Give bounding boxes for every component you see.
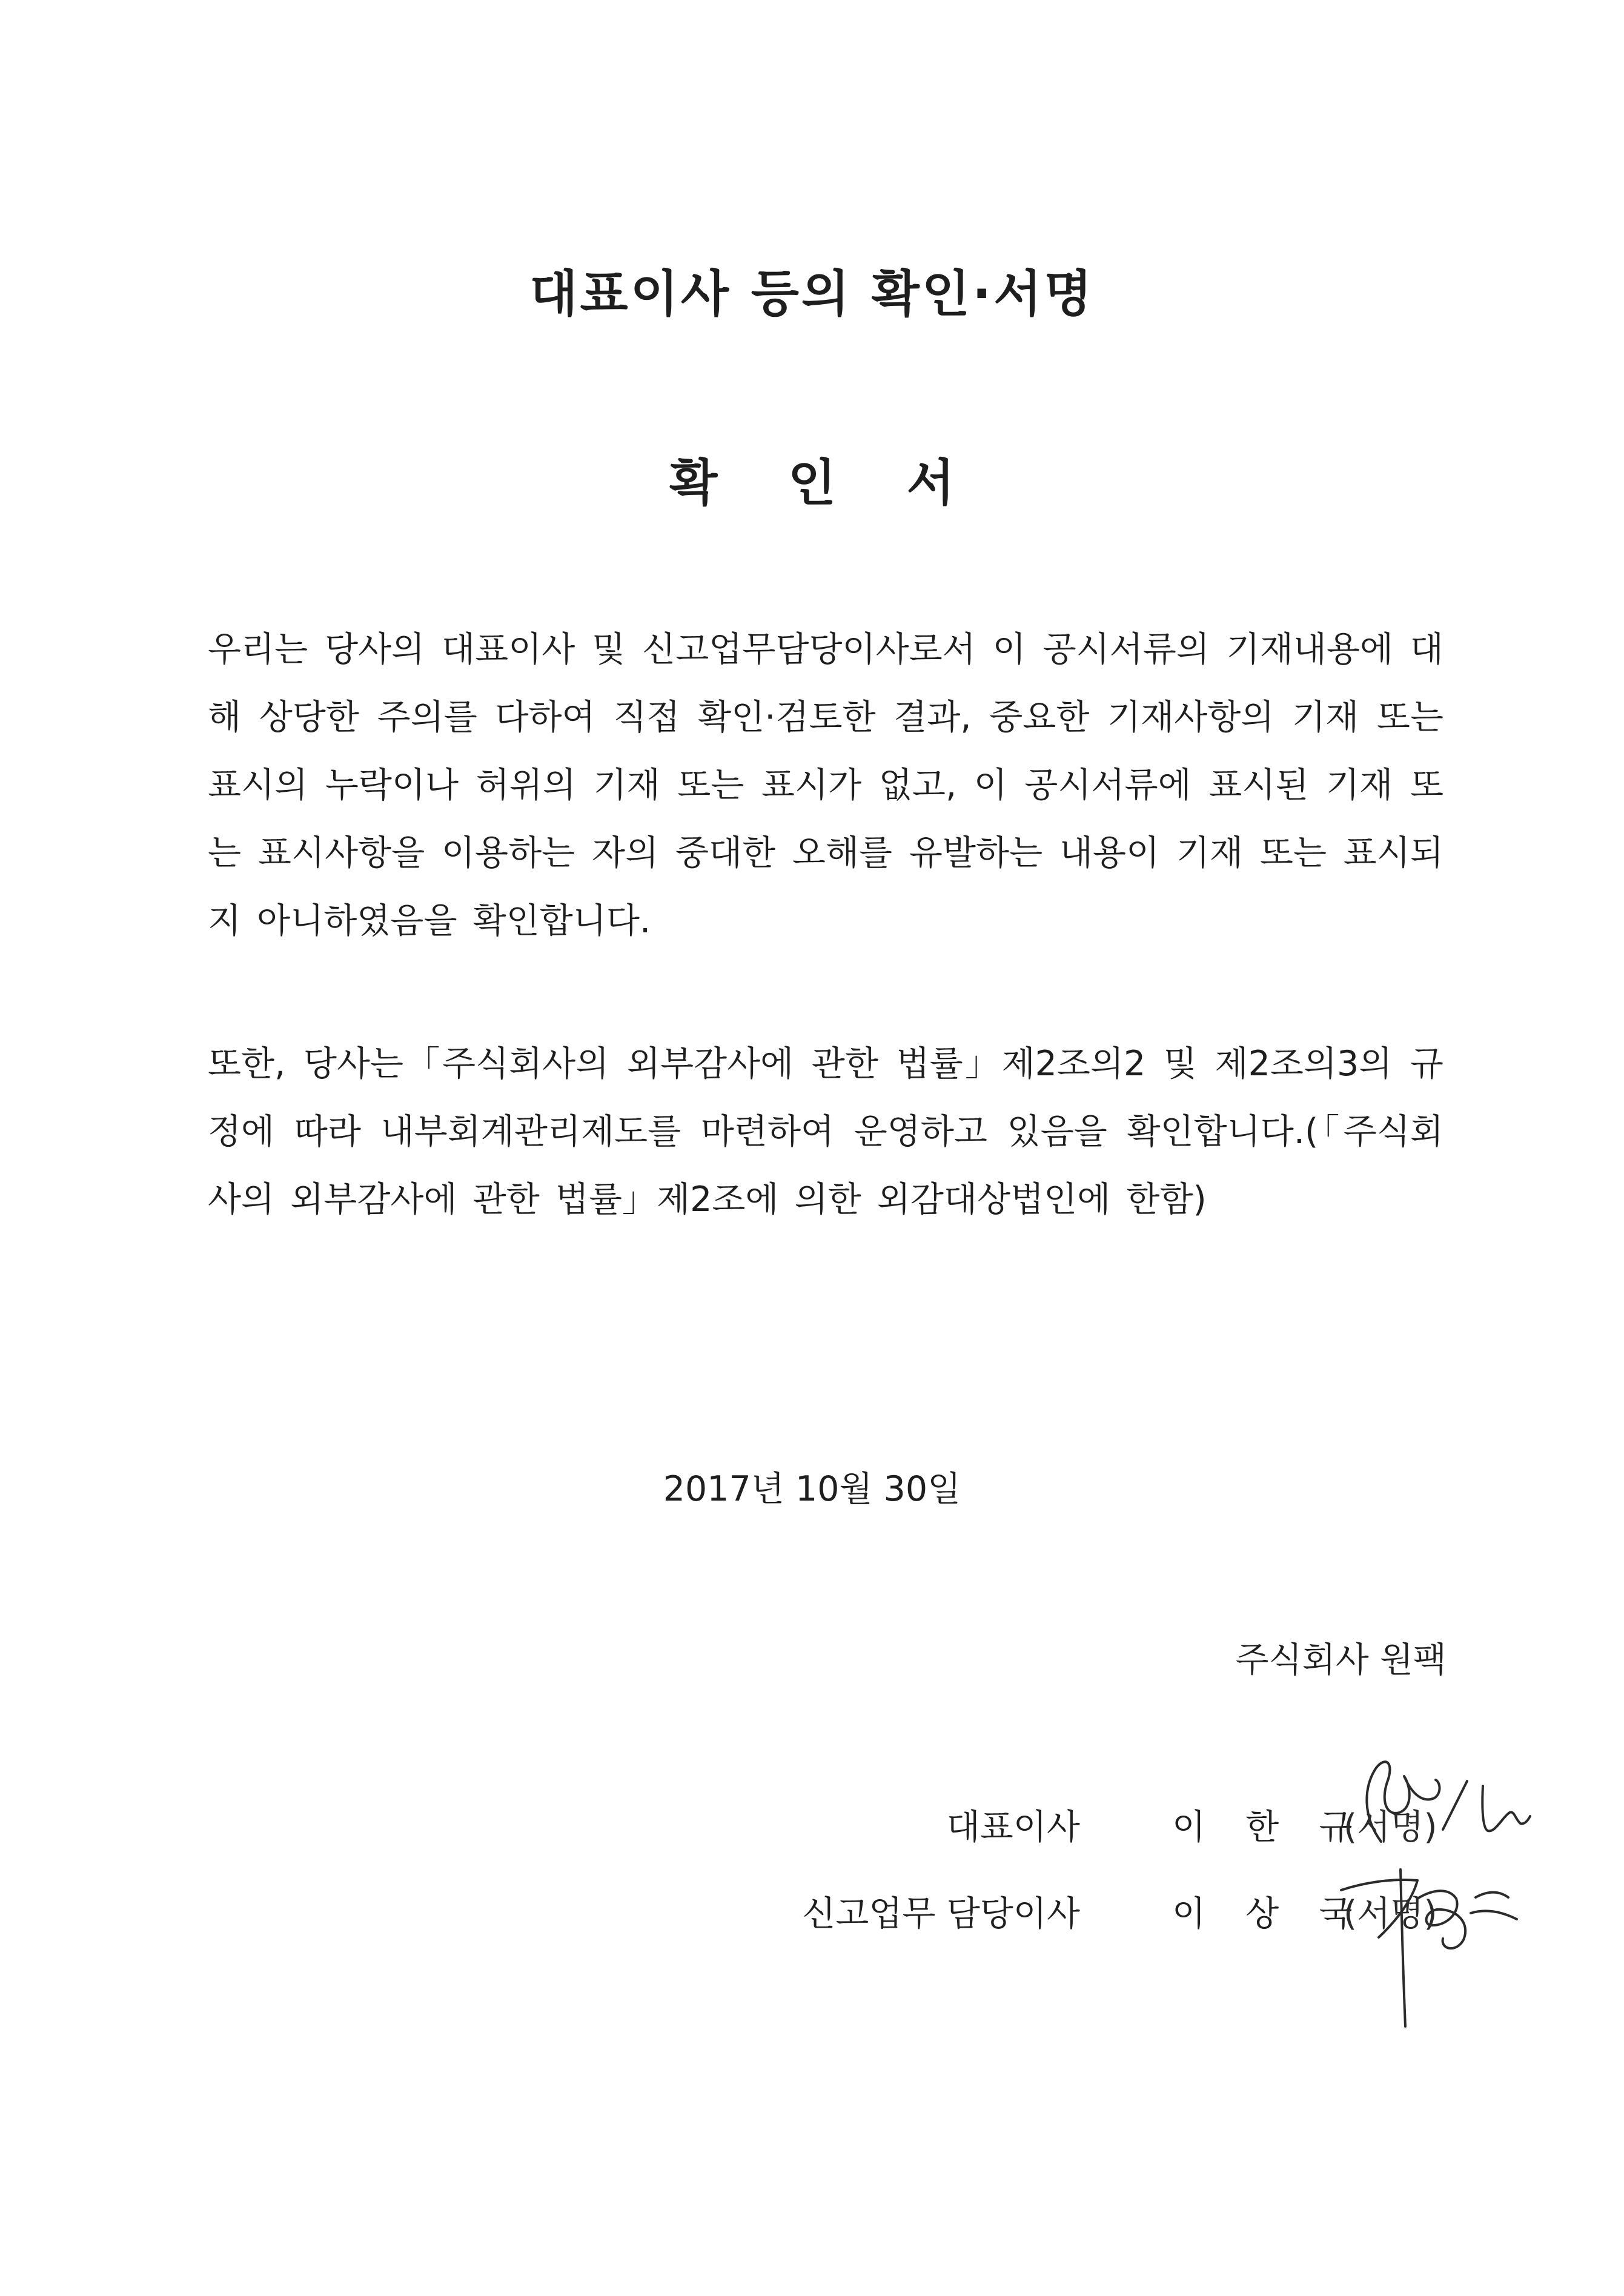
- signatory-role-disclosure-officer: 신고업무 담당이사: [802, 1894, 1080, 1934]
- document-date: 2017년 10월 30일: [663, 1469, 961, 1509]
- handwritten-signature-disclosure-officer: [1327, 1854, 1533, 2036]
- signatory-name-disclosure-officer: 이 상 국: [1172, 1894, 1367, 1934]
- company-name: 주식회사 원팩: [1235, 1640, 1447, 1680]
- document-subtitle: 확 인 서: [669, 454, 981, 512]
- signature-label-ceo: (서명): [1344, 1807, 1437, 1847]
- signatory-name-ceo: 이 한 규: [1172, 1807, 1367, 1847]
- confirmation-paragraph: 우리는 당사의 대표이사 및 신고업무담당이사로서 이 공시서류의 기재내용에 대해 상당한 주의를 다하여 직접 확인·검토한 결과, 중요한 기재사항의 기재 또는 표시의 누락이나 허위의 기재 또는 표시가 없고, 이 공시서류에 표시된 기재 또는 표시사항을 이용하는 자의 중대한 오해를 유발하는 내용이 기재 또는 표시되지 아니하였음을 확인합니다.: [208, 629, 1443, 941]
- internal-control-paragraph: 또한, 당사는「주식회사의 외부감사에 관한 법률」제2조의2 및 제2조의3의 규정에 따라 내부회계관리제도를 마련하여 운영하고 있음을 확인합니다.(「주식회사의 외부감사에 관한 법률」제2조에 의한 외감대상법인에 한함): [208, 1044, 1443, 1219]
- signatory-role-ceo: 대표이사: [946, 1807, 1080, 1847]
- signature-label-disclosure-officer: (서명): [1344, 1894, 1437, 1934]
- document-title: 대표이사 등의 확인·서명: [529, 265, 1095, 323]
